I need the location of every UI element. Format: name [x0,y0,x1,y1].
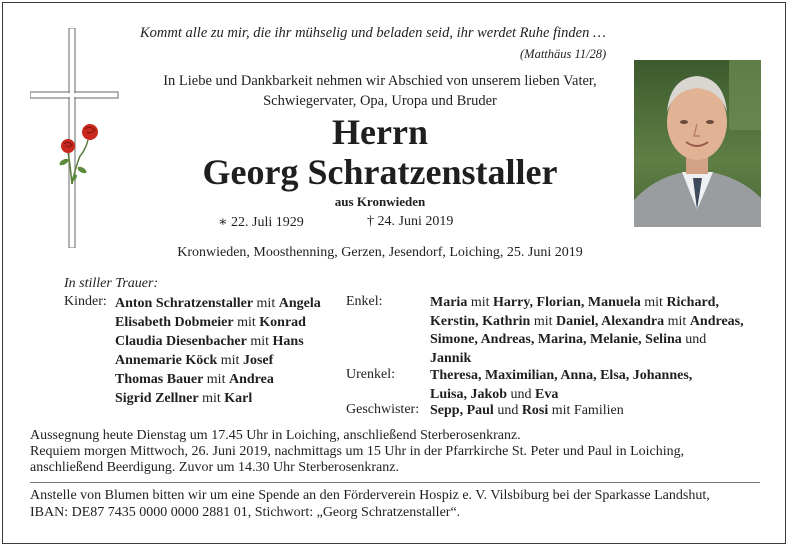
death-date: † 24. Juni 2019 [367,214,454,229]
mourner-name: Theresa, Maximilian, Anna, Elsa, Johannes, [430,368,693,383]
mourner-name: Claudia Diesenbacher [115,334,247,349]
donation-line: IBAN: DE87 7435 0000 0000 2881 01, Stichwort: „Georg Schratzenstaller“. [30,505,461,520]
cross-with-roses-icon [30,28,120,248]
mourner-line [430,402,624,421]
mourner-connector: mit [253,296,279,311]
mourner-connector: mit [203,372,229,387]
bible-quote: Kommt alle zu mir, die ihr mühselig und beladen seid, ihr werdet Ruhe finden … [140,25,606,41]
mourner-name: Annemarie Köck [115,353,218,368]
mourner-line [115,351,321,370]
mourner-name: Jannik [430,350,472,366]
children-list [115,294,321,408]
mourner-name: Eva [535,386,559,402]
divider [30,482,760,483]
portrait-photo [634,60,761,227]
mourner-connector: mit Familien [548,403,624,418]
mourner-name: Thomas Bauer [115,372,204,387]
mourner-line [430,350,744,369]
mourner-name: Sepp, Paul [430,403,494,418]
birth-date: ∗ 22. Juli 1929 [218,215,304,230]
donation-line: Anstelle von Blumen bitten wir um eine Spende an den Förderverein Hospiz e. V. Vilsbiburg bei der Sparkasse Landshut, [30,488,710,503]
mourner-name: Richard, [666,295,719,310]
mourner-name: Rosi [521,403,549,418]
mourner-line [115,332,321,351]
mourner-connector: und [507,386,536,402]
mourner-name: Josef [242,353,274,368]
mourner-name: Simone, Andreas, Marina, Melanie, Selina [430,332,682,347]
mourner-line [115,313,321,332]
grandchildren-label: Enkel: [346,294,383,309]
intro-line: In Liebe und Dankbarkeit nehmen wir Abschied von unserem lieben Vater, [163,73,597,89]
origin: aus Kronwieden [334,194,426,209]
mourner-name: Sigrid Zellner [115,391,199,406]
siblings-list [430,402,624,421]
bible-quote-reference: (Matthäus 11/28) [520,47,607,61]
mourner-line [115,294,321,313]
mourner-line [430,331,744,350]
mourner-connector: und [681,332,707,347]
mourner-line [115,389,321,408]
places-and-date: Kronwieden, Moosthenning, Gerzen, Jesendorf, Loiching, 25. Juni 2019 [177,245,583,260]
intro-line: Schwiegervater, Opa, Uropa und Bruder [263,93,497,109]
mourner-line [430,313,744,332]
salutation: Herrn [332,112,428,152]
mourner-name: Andrea [228,372,274,387]
mourner-connector: mit [233,315,260,330]
mourner-name: Luisa, Jakob [430,386,508,402]
siblings-label: Geschwister: [346,402,420,417]
mourner-name: Daniel, Alexandra [556,313,665,329]
mourner-name: Kerstin, Kathrin [430,313,531,329]
deceased-name: Georg Schratzenstaller [202,152,558,192]
children-label: Kinder: [64,294,107,309]
mourner-name: Angela [278,296,321,311]
intro-text [126,71,634,111]
service-notice-line: anschließend Beerdigung. Zuvor um 14.30 Uhr Sterberosenkranz. [30,460,399,475]
mourner-name: Harry, Florian, Manuela [493,295,641,310]
mourner-connector: mit [530,313,557,329]
mourner-connector: mit [640,295,667,310]
great-grandchildren-label: Urenkel: [346,367,395,382]
mourner-line [430,367,692,386]
service-notice-line: Aussegnung heute Dienstag um 17.45 Uhr in Loiching, anschließend Sterberosenkranz. [30,428,521,443]
mourner-connector: mit [467,295,493,310]
mourner-connector: mit [664,313,690,329]
mourner-name: Karl [224,391,253,406]
mourner-connector: mit [198,391,225,406]
mourner-name: Elisabeth Dobmeier [115,315,234,330]
grandchildren-list [430,294,744,368]
mourning-heading: In stiller Trauer: [64,276,159,291]
mourner-line [430,294,744,313]
service-notice-line: Requiem morgen Mittwoch, 26. Juni 2019, nachmittags um 15 Uhr in der Pfarrkirche St. Peter und Paul in Loiching, [30,444,685,459]
mourner-connector: mit [217,353,243,368]
mourner-name: Maria [430,295,468,310]
mourner-name: Hans [272,334,304,349]
mourner-connector: mit [246,334,273,349]
mourner-name: Konrad [259,315,306,330]
mourner-name: Andreas, [689,313,744,329]
great-grandchildren-list [430,367,692,404]
mourner-line [115,370,321,389]
mourner-name: Anton Schratzenstaller [115,296,254,311]
mourner-connector: und [493,403,522,418]
